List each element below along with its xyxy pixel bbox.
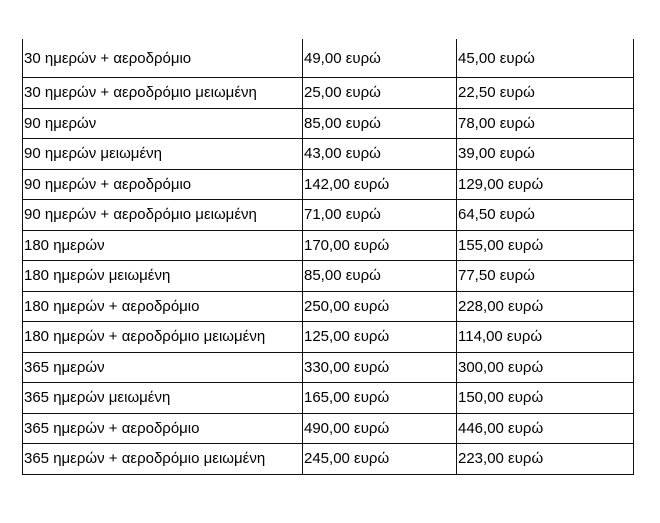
price-cell: 25,00 ευρώ: [303, 78, 457, 109]
price-cell: 490,00 ευρώ: [303, 413, 457, 444]
ticket-type-cell: 365 ημερών + αεροδρόμιο μειωμένη: [23, 444, 303, 475]
price-cell: 71,00 ευρώ: [303, 200, 457, 231]
ticket-type-cell: 180 ημερών μειωμένη: [23, 261, 303, 292]
price-cell: 129,00 ευρώ: [457, 169, 634, 200]
table-row: [23, 413, 634, 444]
table-row: [23, 39, 634, 78]
price-cell: 85,00 ευρώ: [303, 108, 457, 139]
ticket-type-cell: 365 ημερών: [23, 352, 303, 383]
table-row: [23, 78, 634, 109]
price-cell: 45,00 ευρώ: [457, 39, 634, 78]
price-cell: 114,00 ευρώ: [457, 322, 634, 353]
fares-table-body: [23, 39, 634, 474]
table-row: [23, 169, 634, 200]
table-row: [23, 322, 634, 353]
table-row: [23, 230, 634, 261]
price-cell: 150,00 ευρώ: [457, 383, 634, 414]
price-cell: 300,00 ευρώ: [457, 352, 634, 383]
ticket-type-cell: 30 ημερών + αεροδρόμιο μειωμένη: [23, 78, 303, 109]
price-cell: 78,00 ευρώ: [457, 108, 634, 139]
price-cell: 228,00 ευρώ: [457, 291, 634, 322]
ticket-type-cell: 90 ημερών: [23, 108, 303, 139]
price-cell: 49,00 ευρώ: [303, 39, 457, 78]
table-row: [23, 383, 634, 414]
price-cell: 155,00 ευρώ: [457, 230, 634, 261]
table-row: [23, 352, 634, 383]
price-cell: 142,00 ευρώ: [303, 169, 457, 200]
price-cell: 245,00 ευρώ: [303, 444, 457, 475]
table-row: [23, 108, 634, 139]
price-cell: 125,00 ευρώ: [303, 322, 457, 353]
ticket-type-cell: 180 ημερών + αεροδρόμιο: [23, 291, 303, 322]
price-cell: 85,00 ευρώ: [303, 261, 457, 292]
ticket-type-cell: 90 ημερών μειωμένη: [23, 139, 303, 170]
price-cell: 250,00 ευρώ: [303, 291, 457, 322]
ticket-type-cell: 365 ημερών + αεροδρόμιο: [23, 413, 303, 444]
price-cell: 330,00 ευρώ: [303, 352, 457, 383]
ticket-type-cell: 365 ημερών μειωμένη: [23, 383, 303, 414]
price-cell: 22,50 ευρώ: [457, 78, 634, 109]
price-cell: 223,00 ευρώ: [457, 444, 634, 475]
fares-table: [22, 39, 634, 475]
price-cell: 165,00 ευρώ: [303, 383, 457, 414]
ticket-type-cell: 180 ημερών: [23, 230, 303, 261]
ticket-type-cell: 180 ημερών + αεροδρόμιο μειωμένη: [23, 322, 303, 353]
table-row: [23, 139, 634, 170]
price-cell: 170,00 ευρώ: [303, 230, 457, 261]
table-row: [23, 200, 634, 231]
price-cell: 446,00 ευρώ: [457, 413, 634, 444]
price-cell: 77,50 ευρώ: [457, 261, 634, 292]
price-cell: 64,50 ευρώ: [457, 200, 634, 231]
ticket-type-cell: 90 ημερών + αεροδρόμιο: [23, 169, 303, 200]
ticket-type-cell: 90 ημερών + αεροδρόμιο μειωμένη: [23, 200, 303, 231]
price-cell: 43,00 ευρώ: [303, 139, 457, 170]
table-row: [23, 444, 634, 475]
ticket-type-cell: 30 ημερών + αεροδρόμιο: [23, 39, 303, 78]
price-cell: 39,00 ευρώ: [457, 139, 634, 170]
table-row: [23, 261, 634, 292]
table-row: [23, 291, 634, 322]
